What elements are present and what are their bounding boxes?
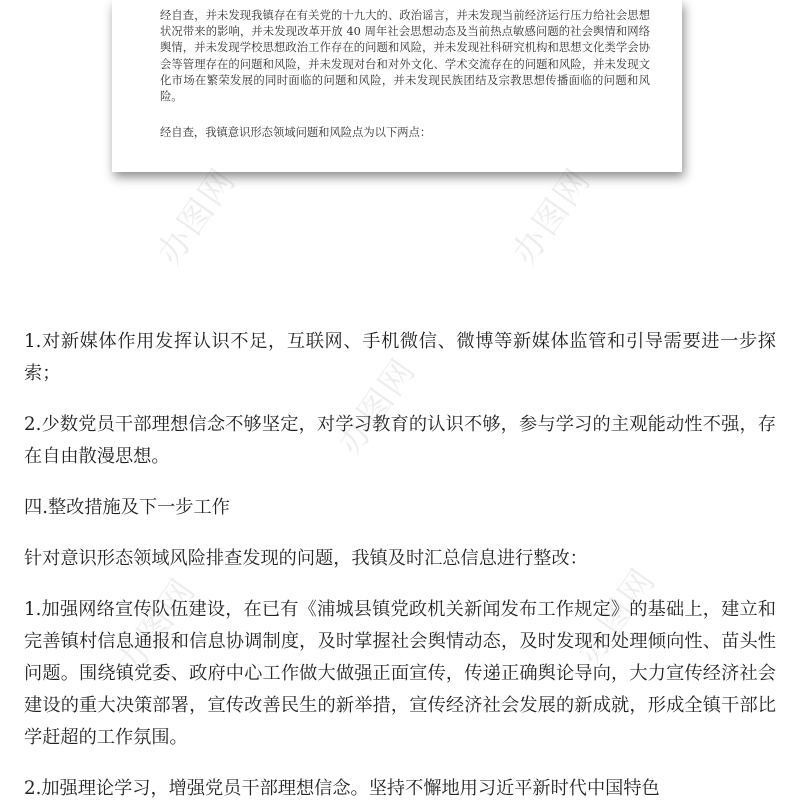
section-heading: 四.整改措施及下一步工作 xyxy=(24,497,230,518)
issue-item-1: 1.对新媒体作用发挥认识不足，互联网、手机微信、微博等新媒体监管和引导需要进一步探索； xyxy=(24,331,776,384)
watermark: 办图网 xyxy=(569,560,665,673)
document-body xyxy=(24,326,776,800)
watermark: 办图网 xyxy=(504,160,600,273)
issue-item-2: 2.少数党员干部理想信念不够坚定，对学习教育的认识不够，参与学习的主观能动性不强，存在自由散漫思想。 xyxy=(24,414,776,467)
preview-text-block xyxy=(160,8,650,141)
measure-item-2: 2.加强理论学习，增强党员干部理想信念。坚持不懈地用习近平新时代中国特色 xyxy=(24,778,660,799)
measure-item-1: 1.加强网络宣传队伍建设，在已有《浦城县镇党政机关新闻发布工作规定》的基础上，建立和完善镇村信息通报和信息协调制度，及时掌握社会舆情动态，及时发现和处理倾向性、苗头性问题。围绕镇党委、政府中心工作做大做强正面宣传，传递正确舆论导向，大力宣传经济社会建设的重大决策部署，宣传改善民生的新举措，宣传经济社会发展的新成就，形成全镇干部比学赶超的工作氛围。 xyxy=(24,599,776,748)
section-intro: 针对意识形态领域风险排查发现的问题，我镇及时汇总信息进行整改： xyxy=(24,548,588,569)
watermark: 办图网 xyxy=(329,350,425,463)
document-preview-card xyxy=(112,0,682,172)
watermark: 办图网 xyxy=(149,160,245,273)
preview-paragraph: 经自查，我镇意识形态领域问题和风险点为以下两点： xyxy=(160,126,432,140)
preview-paragraph: 经自查，并未发现我镇存在有关党的十九大的、政治谣言，并未发现当前经济运行压力给社会思想状况带来的影响，并未发现改革开放 40 周年社会思想动态及当前热点敏感问题的社会舆情和网络舆情，并未发现学校思想政治工作存在的问题和风险，并未发现社科研究机构和思想文化类学会协会等管理存在的问题和风险，并未发现对台和对外文化、学术交流存在的问题和风险，并未发现文化市场在繁荣发展的同时面临的问题和风险，并未发现民族团结及宗教思想传播面临的问题和风险。 xyxy=(160,9,650,104)
watermark: 办图网 xyxy=(109,570,205,683)
